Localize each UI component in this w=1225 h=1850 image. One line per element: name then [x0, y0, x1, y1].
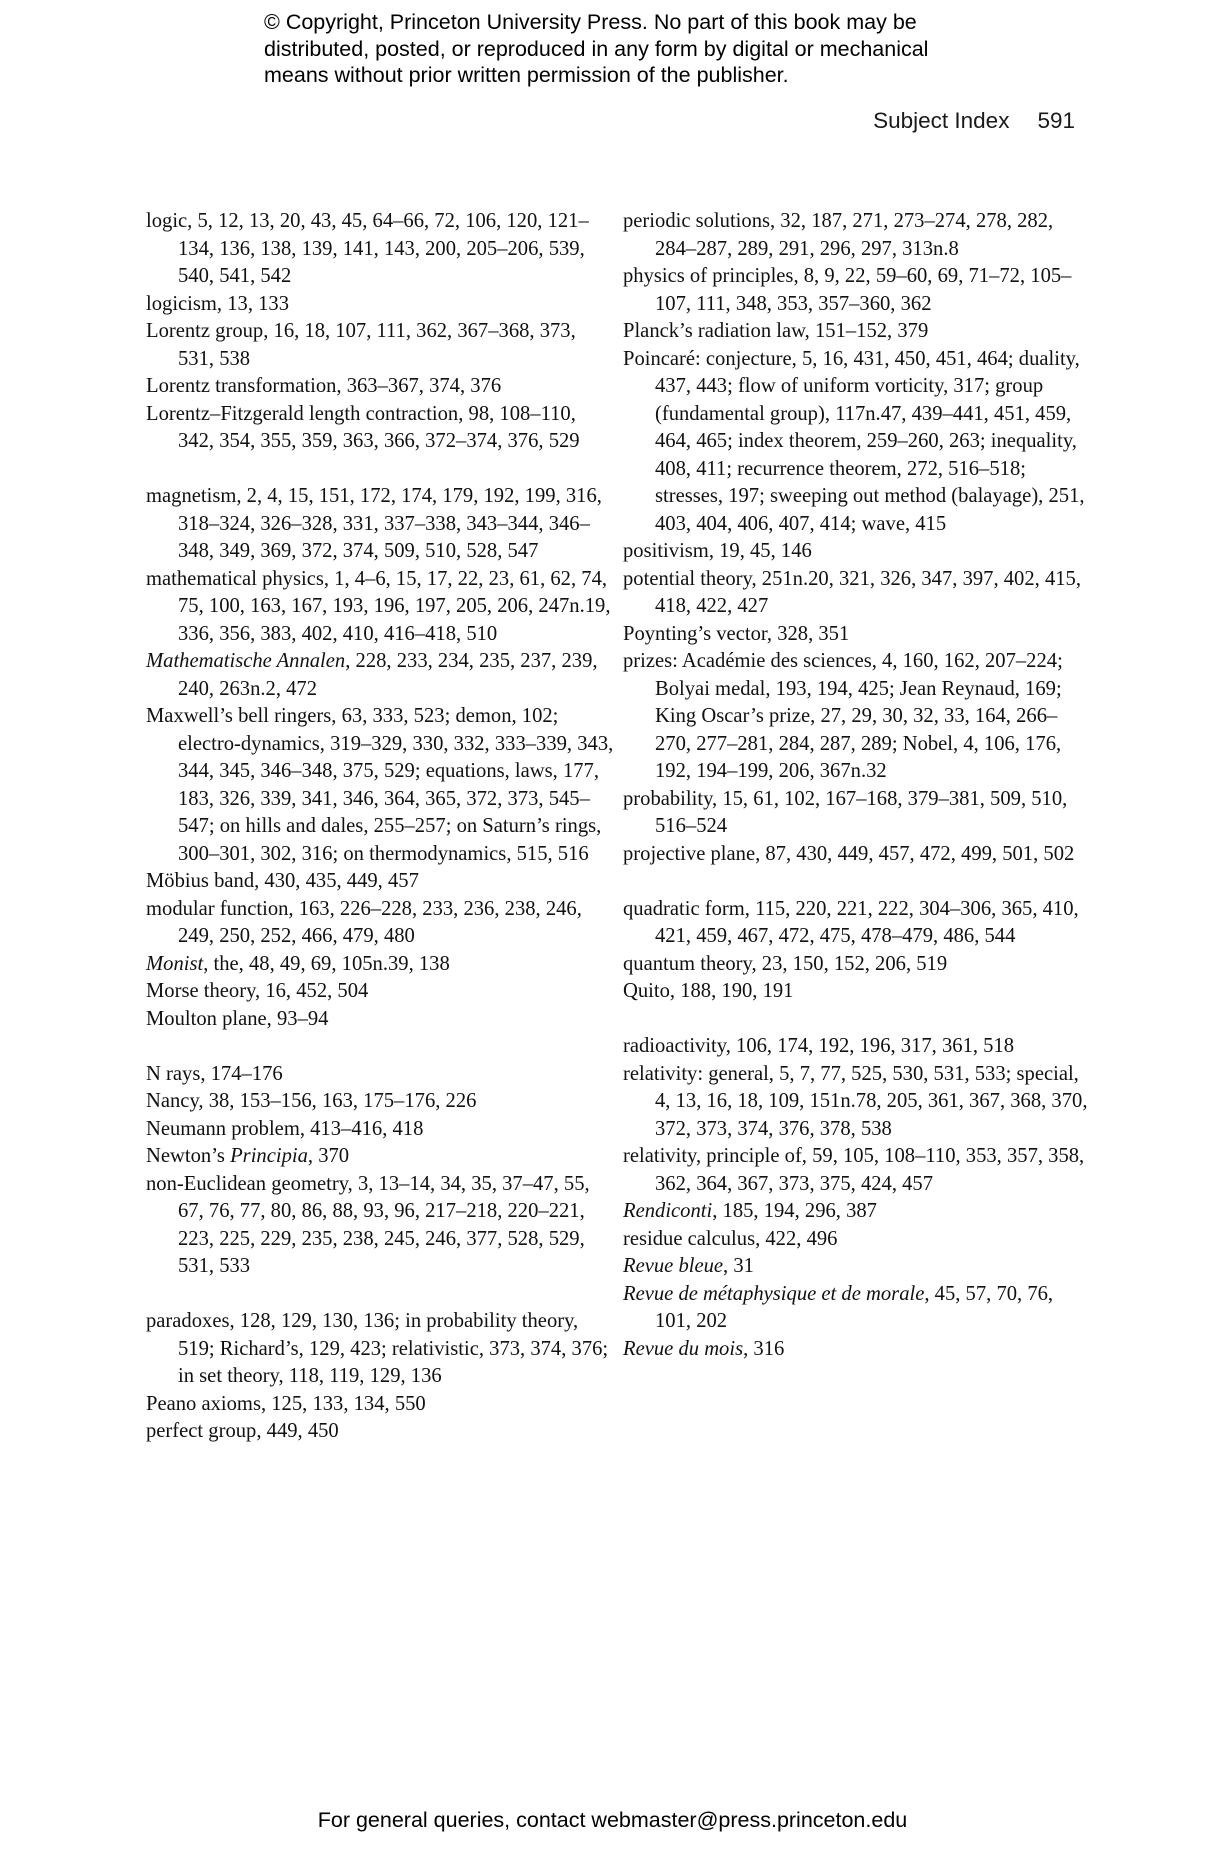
index-entry [146, 703, 616, 868]
index-entry [146, 1006, 616, 1034]
index-entry-text: potential theory, 251n.20, 321, 326, 347, 397, 402, 415, 418, 422, 427 [623, 567, 1081, 617]
index-entry-text: , 45, 57, 70, 76, 101, 202 [655, 1282, 1054, 1332]
index-entry-text: perfect group, 449, 450 [146, 1420, 339, 1442]
index-entry [146, 208, 616, 291]
index-entry-text: physics of principles, 8, 9, 22, 59–60, 69, 71–72, 105–107, 111, 348, 353, 357–360, 362 [623, 265, 1072, 315]
index-entry-title: Revue du mois [623, 1337, 744, 1360]
index-entry [146, 373, 616, 401]
copyright-line: © Copyright, Princeton University Press. No part of this book may be [264, 10, 917, 34]
index-entry-text: , 370 [307, 1145, 350, 1167]
index-entry [623, 1061, 1093, 1144]
index-entry [623, 896, 1093, 951]
index-entry [146, 1308, 616, 1391]
index-entry-title: Revue de métaphysique et de morale [623, 1282, 925, 1305]
index-entry [623, 1226, 1093, 1254]
index-entry-text: Nancy, 38, 153–156, 163, 175–176, 226 [146, 1090, 477, 1112]
index-entry [146, 1061, 616, 1089]
index-entry-title: Monist [146, 952, 204, 975]
index-entry-text: Lorentz transformation, 363–367, 374, 376 [146, 375, 502, 397]
index-entry-text: prizes: Académie des sciences, 4, 160, 162, 207–224; Bolyai medal, 193, 194, 425; Jean Reynaud, 169; King Oscar’s prize, 27, 29, 30, 32, 33, 164, 266–270, 277–281, 284, 287, 289; Nobel, 4, 106, 176, 192, 194–199, 206, 367n.32 [623, 650, 1063, 782]
index-entry [146, 483, 616, 566]
index-entry-text: probability, 15, 61, 102, 167–168, 379–381, 509, 510, 516–524 [623, 787, 1068, 837]
index-entry-text: modular function, 163, 226–228, 233, 236, 238, 246, 249, 250, 252, 466, 479, 480 [146, 897, 582, 947]
index-entry-text: Lorentz group, 16, 18, 107, 111, 362, 367–368, 373, 531, 538 [146, 320, 576, 370]
index-entry [623, 566, 1093, 621]
index-entry [623, 346, 1093, 539]
copyright-notice [264, 9, 984, 89]
index-entry-text: Lorentz–Fitzgerald length contraction, 98, 108–110, 342, 354, 355, 359, 363, 366, 372–374, 376, 529 [146, 402, 580, 452]
index-entry-text: magnetism, 2, 4, 15, 151, 172, 174, 179, 192, 199, 316, 318–324, 326–328, 331, 337–338, 343–344, 346–348, 349, 369, 372, 374, 509, 510, 528, 547 [146, 485, 602, 562]
index-entry [146, 1391, 616, 1419]
index-entry-text: , 316 [743, 1337, 785, 1360]
index-entry-title: Rendiconti [623, 1200, 713, 1222]
index-entry-text: , 185, 194, 296, 387 [712, 1200, 877, 1222]
index-entry [146, 318, 616, 373]
index-entry [146, 1171, 616, 1281]
index-entry [623, 951, 1093, 979]
index-entry [146, 978, 616, 1006]
index-entry-text: relativity: general, 5, 7, 77, 525, 530, 531, 533; special, 4, 13, 16, 18, 109, 151n.78, 205, 361, 367, 368, 370, 372, 373, 374, 376, 378, 538 [623, 1062, 1088, 1140]
index-entry [623, 1253, 1093, 1281]
index-entry-text: mathematical physics, 1, 4–6, 15, 17, 22, 23, 61, 62, 74, 75, 100, 163, 167, 193, 196, 197, 205, 206, 247n.19, 336, 356, 383, 402, 410, 416–418, 510 [146, 567, 611, 645]
index-entry-text: logicism, 13, 133 [146, 292, 290, 315]
index-entry-text: Peano axioms, 125, 133, 134, 550 [146, 1392, 426, 1415]
index-entry-title: Revue bleue [623, 1255, 724, 1277]
index-entry-text: Möbius band, 430, 435, 449, 457 [146, 870, 419, 892]
index-entry-text: Planck’s radiation law, 151–152, 379 [623, 320, 929, 342]
index-entry [623, 318, 1093, 346]
page-number: 591 [1037, 108, 1075, 133]
index-entry-text: positivism, 19, 45, 146 [623, 540, 812, 562]
index-entry-text: Morse theory, 16, 452, 504 [146, 980, 369, 1002]
index-entry-text: Moulton plane, 93–94 [146, 1007, 329, 1030]
footer-contact: For general queries, contact webmaster@press.princeton.edu [317, 1808, 908, 1832]
index-entry-text: quadratic form, 115, 220, 221, 222, 304–306, 365, 410, 421, 459, 467, 472, 475, 478–479, 486, 544 [623, 897, 1079, 947]
index-entry-title: Mathematische Annalen [146, 650, 346, 672]
index-entry [146, 896, 616, 951]
copyright-line: distributed, posted, or reproduced in any form by digital or mechanical [264, 36, 929, 61]
index-column-right [623, 208, 1093, 1363]
index-entry-text: Neumann problem, 413–416, 418 [146, 1117, 424, 1140]
index-entry [623, 208, 1093, 263]
index-entry-text: projective plane, 87, 430, 449, 457, 472, 499, 501, 502 [623, 842, 1075, 865]
index-entry-text: Poynting’s vector, 328, 351 [623, 622, 850, 645]
index-entry [146, 648, 616, 703]
index-entry [146, 401, 616, 456]
index-entry [623, 1281, 1093, 1336]
index-entry [623, 978, 1093, 1006]
index-entry-text: Poincaré: conjecture, 5, 16, 431, 450, 451, 464; duality, 437, 443; flow of uniform vorticity, 317; group (fundamental group), 117n.47, 439–441, 451, 459, 464, 465; index theorem, 259–260, 263; inequality, 408, 411; recurrence theorem, 272, 516–518; stresses, 197; sweeping out method (balayage), 251, 403, 404, 406, 407, 414; wave, 415 [623, 347, 1085, 535]
index-entry-text: periodic solutions, 32, 187, 271, 273–274, 278, 282, 284–287, 289, 291, 296, 297, 313n.8 [623, 210, 1054, 260]
index-entry-text: Quito, 188, 190, 191 [623, 980, 794, 1002]
index-entry [623, 538, 1093, 566]
index-entry-text: relativity, principle of, 59, 105, 108–110, 353, 357, 358, 362, 364, 367, 373, 375, 424, 457 [623, 1145, 1085, 1195]
index-entry [146, 1116, 616, 1144]
index-entry-text: Maxwell’s bell ringers, 63, 333, 523; demon, 102; electro-dynamics, 319–329, 330, 332, 333–339, 343, 344, 345, 346–348, 375, 529; equations, laws, 177, 183, 326, 339, 341, 346, 364, 365, 372, 373, 545–547; on hills and dales, 255–257; on Saturn’s rings, 300–301, 302, 316; on thermodynamics, 515, 516 [146, 705, 614, 865]
index-entry-text: N rays, 174–176 [146, 1062, 283, 1085]
index-entry-text: residue calculus, 422, 496 [623, 1227, 838, 1250]
index-entry-text: , the, 48, 49, 69, 105n.39, 138 [203, 952, 450, 975]
index-entry [146, 566, 616, 649]
index-entry [146, 951, 616, 979]
index-entry [623, 263, 1093, 318]
index-entry [146, 291, 616, 319]
index-entry [146, 1088, 616, 1116]
running-title: Subject Index [873, 108, 1010, 133]
index-entry-text: quantum theory, 23, 150, 152, 206, 519 [623, 952, 948, 975]
index-entry-title: Principia [230, 1145, 308, 1167]
index-entry-text: paradoxes, 128, 129, 130, 136; in probability theory, 519; Richard’s, 129, 423; relativistic, 373, 374, 376; in set theory, 118, 119, 129, 136 [146, 1310, 609, 1387]
index-entry [146, 868, 616, 896]
index-entry [623, 841, 1093, 869]
index-entry [623, 648, 1093, 786]
index-entry [623, 621, 1093, 649]
index-entry [623, 1143, 1093, 1198]
copyright-line: means without prior written permission of the publisher. [264, 63, 789, 87]
index-entry [146, 1418, 616, 1446]
index-entry-text: Newton’s [146, 1145, 231, 1167]
index-column-left [146, 208, 616, 1446]
index-entry-text: , 228, 233, 234, 235, 237, 239, 240, 263n.2, 472 [178, 650, 598, 700]
index-entry [623, 1336, 1093, 1364]
index-entry [623, 1033, 1093, 1061]
index-entry-text: logic, 5, 12, 13, 20, 43, 45, 64–66, 72, 106, 120, 121–134, 136, 138, 139, 141, 143, 200, 205–206, 539, 540, 541, 542 [146, 210, 589, 287]
index-entry [623, 1198, 1093, 1226]
index-entry [623, 786, 1093, 841]
running-head [873, 108, 1075, 134]
index-entry-text: non-Euclidean geometry, 3, 13–14, 34, 35, 37–47, 55, 67, 76, 77, 80, 86, 88, 93, 96, 217–218, 220–221, 223, 225, 229, 235, 238, 245, 246, 377, 528, 529, 531, 533 [146, 1172, 590, 1277]
index-entry-text: radioactivity, 106, 174, 192, 196, 317, 361, 518 [623, 1035, 1015, 1057]
index-entry-text: , 31 [723, 1255, 754, 1277]
index-entry [146, 1143, 616, 1171]
